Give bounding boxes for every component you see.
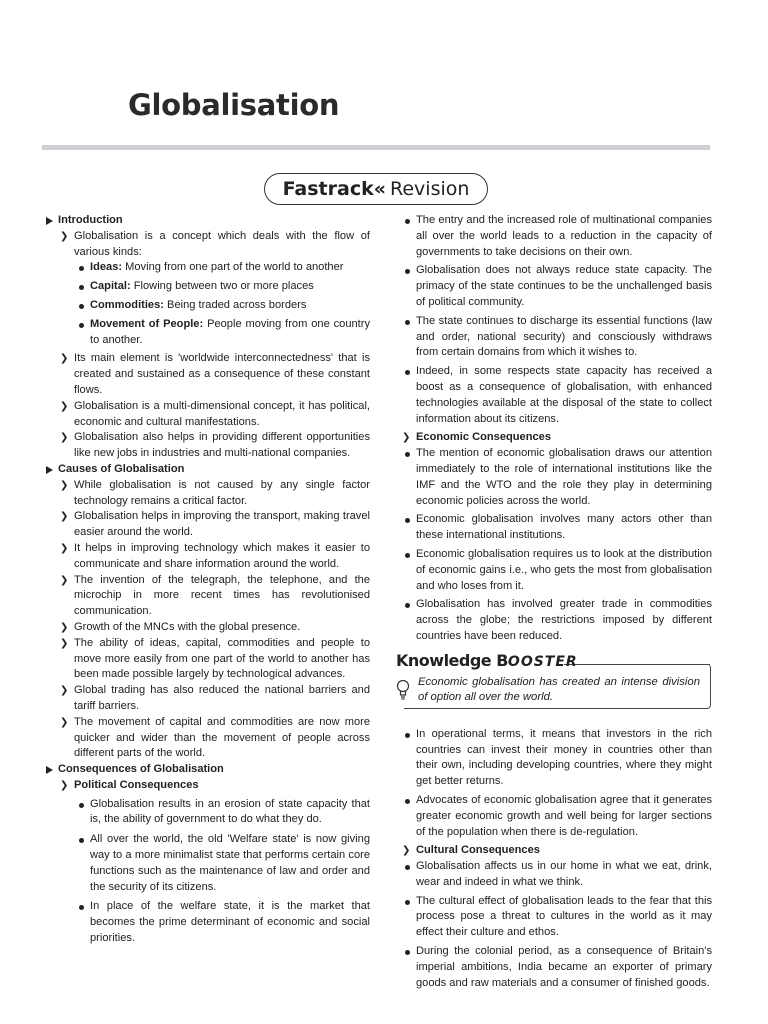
list-item: Globalisation affects us in our home in what we eat, drink, wear and indeed in what we think.	[400, 859, 712, 891]
list-item: ❯ Globalisation is a multi-dimensional concept, it has political, economic and cultural manifestations.	[58, 399, 370, 431]
title-divider	[42, 145, 710, 150]
page-title: Globalisation	[128, 88, 340, 122]
right-column	[396, 213, 712, 994]
list-item: In operational terms, it means that investors in the rich countries can invest their money in countries other than their own, including developing countries, where they might get better returns.	[400, 727, 712, 790]
list-item: Globalisation results in an erosion of state capacity that is, the ability of government to do what they do.	[74, 797, 370, 829]
list-item: ❯ Globalisation helps in improving the transport, making travel easier around the world.	[58, 509, 370, 541]
list-item: Advocates of economic globalisation agree that it generates greater economic growth and well being for larger sections of the population when there is de-regulation.	[400, 793, 712, 840]
subsection-political	[58, 778, 370, 947]
badge-bold-text: Fastrack«	[282, 178, 387, 200]
list-item: In place of the welfare state, it is the market that becomes the prime determinant of economic and social priorities.	[74, 899, 370, 946]
list-item: Capital: Flowing between two or more places	[74, 279, 370, 295]
list-item: During the colonial period, as a consequence of Britain's imperial ambitions, India became an exporter of primary goods and raw materials and a consumer of finished goods.	[400, 944, 712, 991]
list-item: ❯ Its main element is 'worldwide interconnectedness' that is created and sustained as a consequence of these constant flows.	[58, 351, 370, 398]
section-consequences	[44, 762, 370, 947]
subsection-heading: ❯ Cultural Consequences	[416, 844, 540, 857]
knowledge-booster-box	[396, 650, 712, 717]
list-item: ❯ Global trading has also reduced the national barriers and tariff barriers.	[58, 683, 370, 715]
booster-text: Economic globalisation has created an intense division of option all over the world.	[418, 675, 700, 703]
list-item: Globalisation has involved greater trade in commodities across the globe; the restrictions imposed by different countries have been reduced.	[400, 597, 712, 644]
list-item: ❯ The invention of the telegraph, the telephone, and the microchip in more recent times has revolutionised communication.	[58, 573, 370, 620]
list-item: All over the world, the old 'Welfare state' is now giving way to a more minimalist state that performs certain core functions such as the maintenance of law and order and the security of its citizens.	[74, 832, 370, 895]
section-causes	[44, 462, 370, 762]
list-item: The cultural effect of globalisation leads to the fear that this process pose a threat to cultures in the world as it may effect their culture and ethos.	[400, 894, 712, 941]
list-item: ❯ Globalisation also helps in providing different opportunities like new jobs in industries and multi-national companies.	[58, 430, 370, 462]
subsection-economic	[400, 430, 712, 446]
list-item: ❯ The movement of capital and commodities are now more quicker and wider than the movement of people across different parts of the world.	[58, 715, 370, 762]
section-heading: Introduction	[58, 214, 123, 226]
subsection-cultural	[400, 843, 712, 859]
list-item: Economic globalisation involves many actors other than these international institutions.	[400, 512, 712, 544]
booster-top-line	[564, 664, 710, 666]
lightbulb-icon	[396, 679, 410, 701]
section-introduction	[44, 213, 370, 462]
list-item: Ideas: Moving from one part of the world to another	[74, 260, 370, 276]
list-item: Movement of People: People moving from one country to another.	[74, 317, 370, 349]
list-item: ❯ Globalisation is a concept which deals with the flow of various kinds: Ideas: Moving from one part of the world to another Capital: Flowing between two or more places Commodities: Being traded across borders Movement of People: People moving from one country to another.	[58, 229, 370, 349]
list-item: Indeed, in some respects state capacity has received a boost as a consequence of globalisation, with enhanced technologies available at the disposal of the state to collect information about its citizens.	[400, 364, 712, 427]
list-item: The entry and the increased role of multinational companies all over the world leads to a reduction in the capacity of governments to take decisions on their own.	[400, 213, 712, 260]
badge-light-text: Revision	[390, 178, 470, 200]
knowledge-booster-title: Knowledge BOOSTER	[396, 650, 578, 670]
list-item: ❯ The ability of ideas, capital, commodities and people to move more easily from one part of the world to another has been made possible largely by technological advances.	[58, 636, 370, 683]
list-item: Economic globalisation requires us to look at the distribution of economic gains i.e., who gets the most from globalisation and who loses from it.	[400, 547, 712, 594]
subsection-heading: ❯ Economic Consequences	[416, 431, 552, 444]
list-item: Globalisation does not always reduce state capacity. The primacy of the state continues to be the unchallenged basis of political community.	[400, 263, 712, 310]
subsection-heading: ❯ Political Consequences	[74, 778, 199, 791]
list-item: ❯ While globalisation is not caused by any single factor technology remains a critical factor.	[58, 478, 370, 510]
fastrack-revision-badge	[264, 173, 488, 205]
section-heading: Causes of Globalisation	[58, 462, 185, 475]
list-item: ❯ Growth of the MNCs with the global presence.	[58, 620, 370, 636]
list-item: The mention of economic globalisation draws our attention immediately to the role of international institutions like the IMF and the WTO and the role they play in determining economic policies across the world.	[400, 446, 712, 509]
section-heading: Consequences of Globalisation	[58, 763, 224, 776]
list-item: The state continues to discharge its essential functions (law and order, national security) and consciously withdraws from certain domains from which it wishes to.	[400, 314, 712, 361]
list-item: ❯ It helps in improving technology which makes it easier to communicate and share information around the world.	[58, 541, 370, 573]
left-column	[44, 213, 370, 951]
list-item: Commodities: Being traded across borders	[74, 298, 370, 314]
